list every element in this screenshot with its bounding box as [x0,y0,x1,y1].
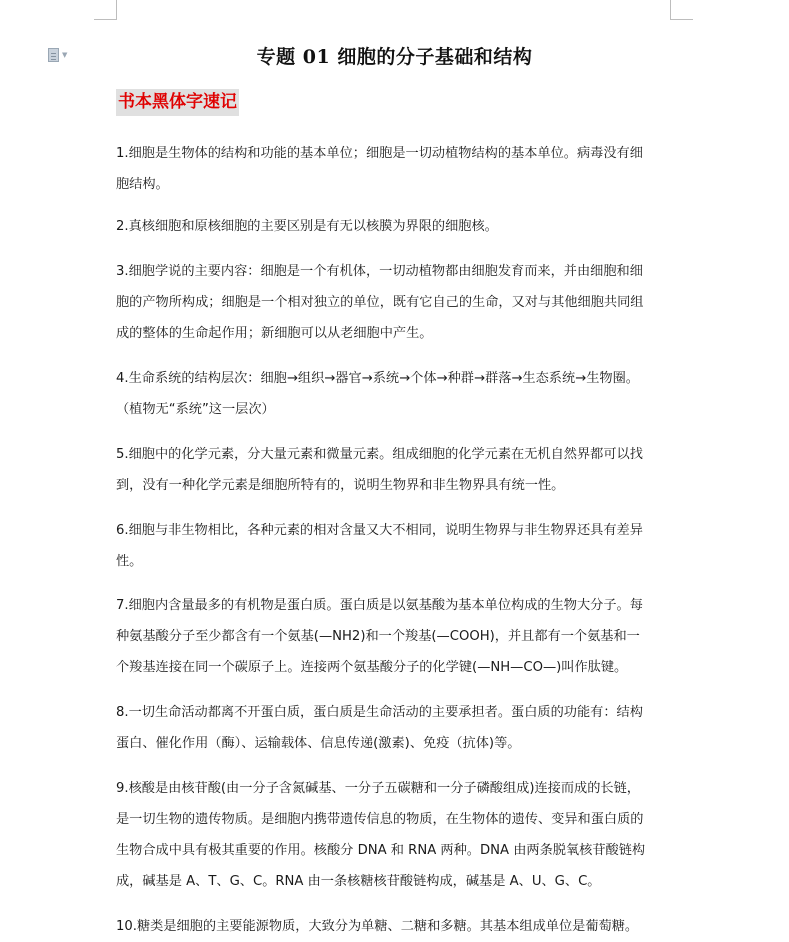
paragraph-line: （植物无“系统”这一层次） [116,402,275,417]
paragraph-10 [116,911,682,942]
paragraph-line: 个羧基连接在同一个碳原子上。连接两个氨基酸分子的化学键(—NH—CO—)叫作肽键。 [116,660,628,675]
paragraph-5 [116,439,682,501]
paragraph-line: 9.核酸是由核苷酸(由一分子含氮碱基、一分子五碳糖和一分子磷酸组成)连接而成的长链， [116,781,640,796]
paragraph-line: 4.生命系统的结构层次：细胞→组织→器官→系统→个体→种群→群落→生态系统→生物圈。 [116,371,639,386]
crop-mark-top-left [94,0,117,20]
paragraph-line: 1.细胞是生物体的结构和功能的基本单位；细胞是一切动植物结构的基本单位。病毒没有细 [116,146,643,161]
paragraph-line: 性。 [116,554,143,569]
paragraph-line: 6.细胞与非生物相比，各种元素的相对含量又大不相同，说明生物界与非生物界还具有差异 [116,523,643,538]
paragraph-line: 种氨基酸分子至少都含有一个氨基(—NH2)和一个羧基(—COOH)，并且都有一个氨基和一 [116,629,640,644]
crop-mark-top-right [670,0,693,20]
paragraph-line: 胞结构。 [116,177,169,192]
paragraph-line: 蛋白、催化作用（酶）、运输载体、信息传递(激素)、免疫（抗体)等。 [116,736,521,751]
chevron-down-icon: ▼ [62,50,68,59]
paragraph-9 [116,773,682,897]
paragraph-line: 3.细胞学说的主要内容：细胞是一个有机体，一切动植物都由细胞发育而来，并由细胞和细 [116,264,643,279]
paragraph-8 [116,697,682,759]
paragraph-line: 胞的产物所构成；细胞是一个相对独立的单位，既有它自己的生命，又对与其他细胞共同组 [116,295,644,310]
paragraph-line: 到，没有一种化学元素是细胞所特有的，说明生物界和非生物界具有统一性。 [116,478,565,493]
paragraph-line: 成的整体的生命起作用；新细胞可以从老细胞中产生。 [116,326,433,341]
page-title: 专题 01 细胞的分子基础和结构 [256,46,533,68]
paragraph-7 [116,590,682,683]
paragraph-line: 7.细胞内含量最多的有机物是蛋白质。蛋白质是以氨基酸为基本单位构成的生物大分子。每 [116,598,643,613]
paragraph-line: 生物合成中具有极其重要的作用。核酸分 DNA 和 RNA 两种。DNA 由两条脱氧核苷酸链构 [116,843,646,858]
paragraph-6 [116,515,682,577]
paragraph-line: 8.一切生命活动都离不开蛋白质，蛋白质是生命活动的主要承担者。蛋白质的功能有：结构 [116,705,643,720]
paragraph-line: 2.真核细胞和原核细胞的主要区别是有无以核膜为界限的细胞核。 [116,219,498,234]
paragraph-line: 成，碱基是 A、T、G、C。RNA 由一条核糖核苷酸链构成，碱基是 A、U、G、C。 [116,874,601,889]
paragraph-2 [116,211,682,242]
paragraph-line: 5.细胞中的化学元素，分大量元素和微量元素。组成细胞的化学元素在无机自然界都可以找 [116,447,643,462]
paragraph-line: 10.糖类是细胞的主要能源物质，大致分为单糖、二糖和多糖。其基本组成单位是葡萄糖。 [116,919,639,934]
paragraph-1 [116,138,682,200]
paragraph-3 [116,256,682,349]
paragraph-4 [116,363,682,425]
paragraph-line: 是一切生物的遗传物质。是细胞内携带遗传信息的物质，在生物体的遗传、变异和蛋白质的 [116,812,644,827]
section-heading: 书本黑体字速记 [116,89,239,116]
